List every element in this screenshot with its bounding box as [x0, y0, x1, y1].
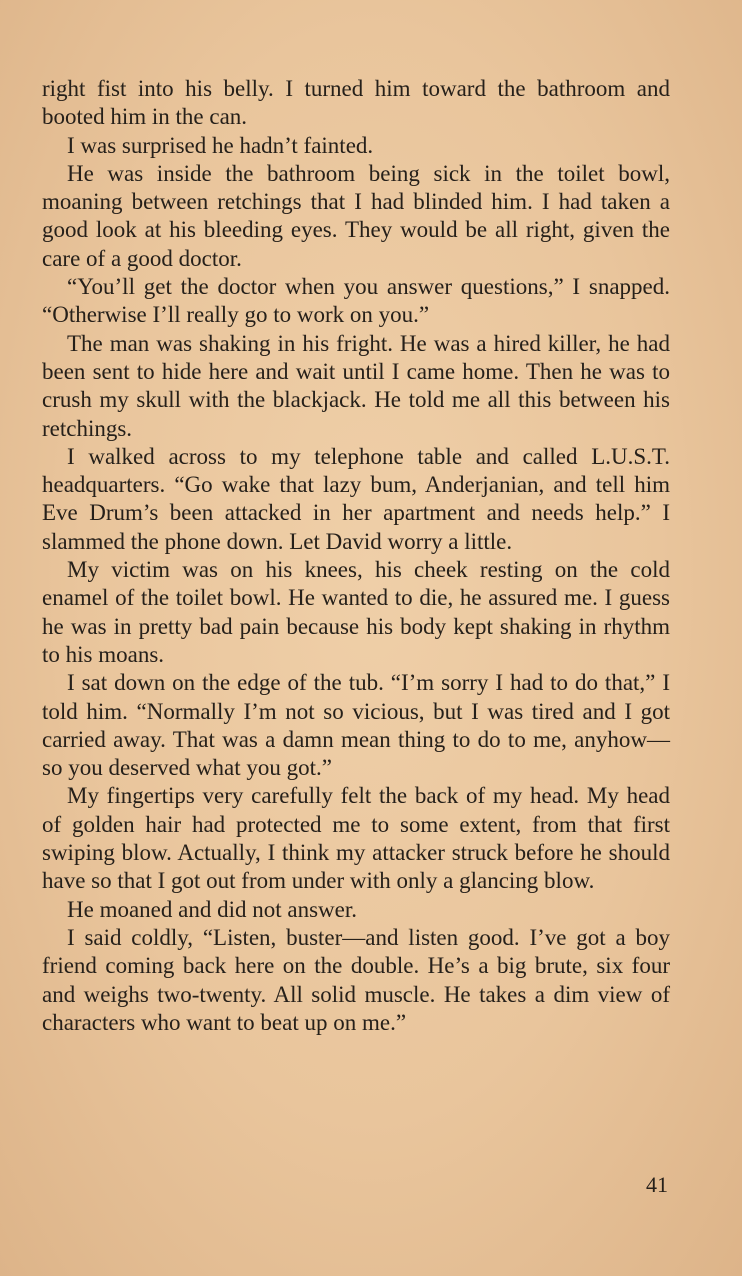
paragraph-7: My victim was on his knees, his cheek resting on the cold enamel of the toilet bowl. He wanted to die, he assured me. I guess he was in pretty bad pain because his body kept shaking in rhythm to his moans. — [42, 557, 670, 667]
paragraph-3: He was inside the bathroom being sick in the toilet bowl, moaning between retchings that I had blinded him. I had taken a good look at his bleeding eyes. They would be all right, given the care of a good doctor. — [42, 160, 670, 271]
paragraph-9: My fingertips very carefully felt the back of my head. My head of golden hair had protected me to some extent, from that first swiping blow. Actually, I think my attacker struck before he should have so that I got out from under with only a glancing blow. — [42, 783, 670, 894]
paragraph-1: right fist into his belly. I turned him toward the bathroom and booted him in the can. — [42, 76, 670, 130]
paragraph-8: I sat down on the edge of the tub. “I’m sorry I had to do that,” I told him. “Normally I’m not so vicious, but I was tired and I got carried away. That was a damn mean thing to do to me, anyhow—so you deserved what you got.” — [42, 670, 670, 781]
body-text — [42, 75, 670, 1037]
paragraph-2: I was surprised he hadn’t fainted. — [67, 132, 374, 158]
paragraph-11: I said coldly, “Listen, buster—and listen good. I’ve got a boy friend coming back here on the double. He’s a big brute, six four and weighs two-twenty. All solid muscle. He takes a dim view of characters who want to beat up on me.” — [42, 924, 670, 1035]
paragraph-10: He moaned and did not answer. — [67, 896, 357, 922]
page-number: 41 — [646, 1172, 668, 1197]
paragraph-5: The man was shaking in his fright. He was a hired killer, he had been sent to hide here and wait until I came home. Then he was to crush my skull with the blackjack. He told me all this between his retchings. — [42, 330, 670, 441]
paragraph-6: I walked across to my telephone table and called L.U.S.T. headquarters. “Go wake that lazy bum, Anderjanian, and tell him Eve Drum’s been attacked in her apartment and needs help.” I slammed the phone down. Let David worry a little. — [42, 443, 670, 554]
paragraph-4: “You’ll get the doctor when you answer questions,” I snapped. “Otherwise I’ll really go to work on you.” — [42, 274, 670, 328]
